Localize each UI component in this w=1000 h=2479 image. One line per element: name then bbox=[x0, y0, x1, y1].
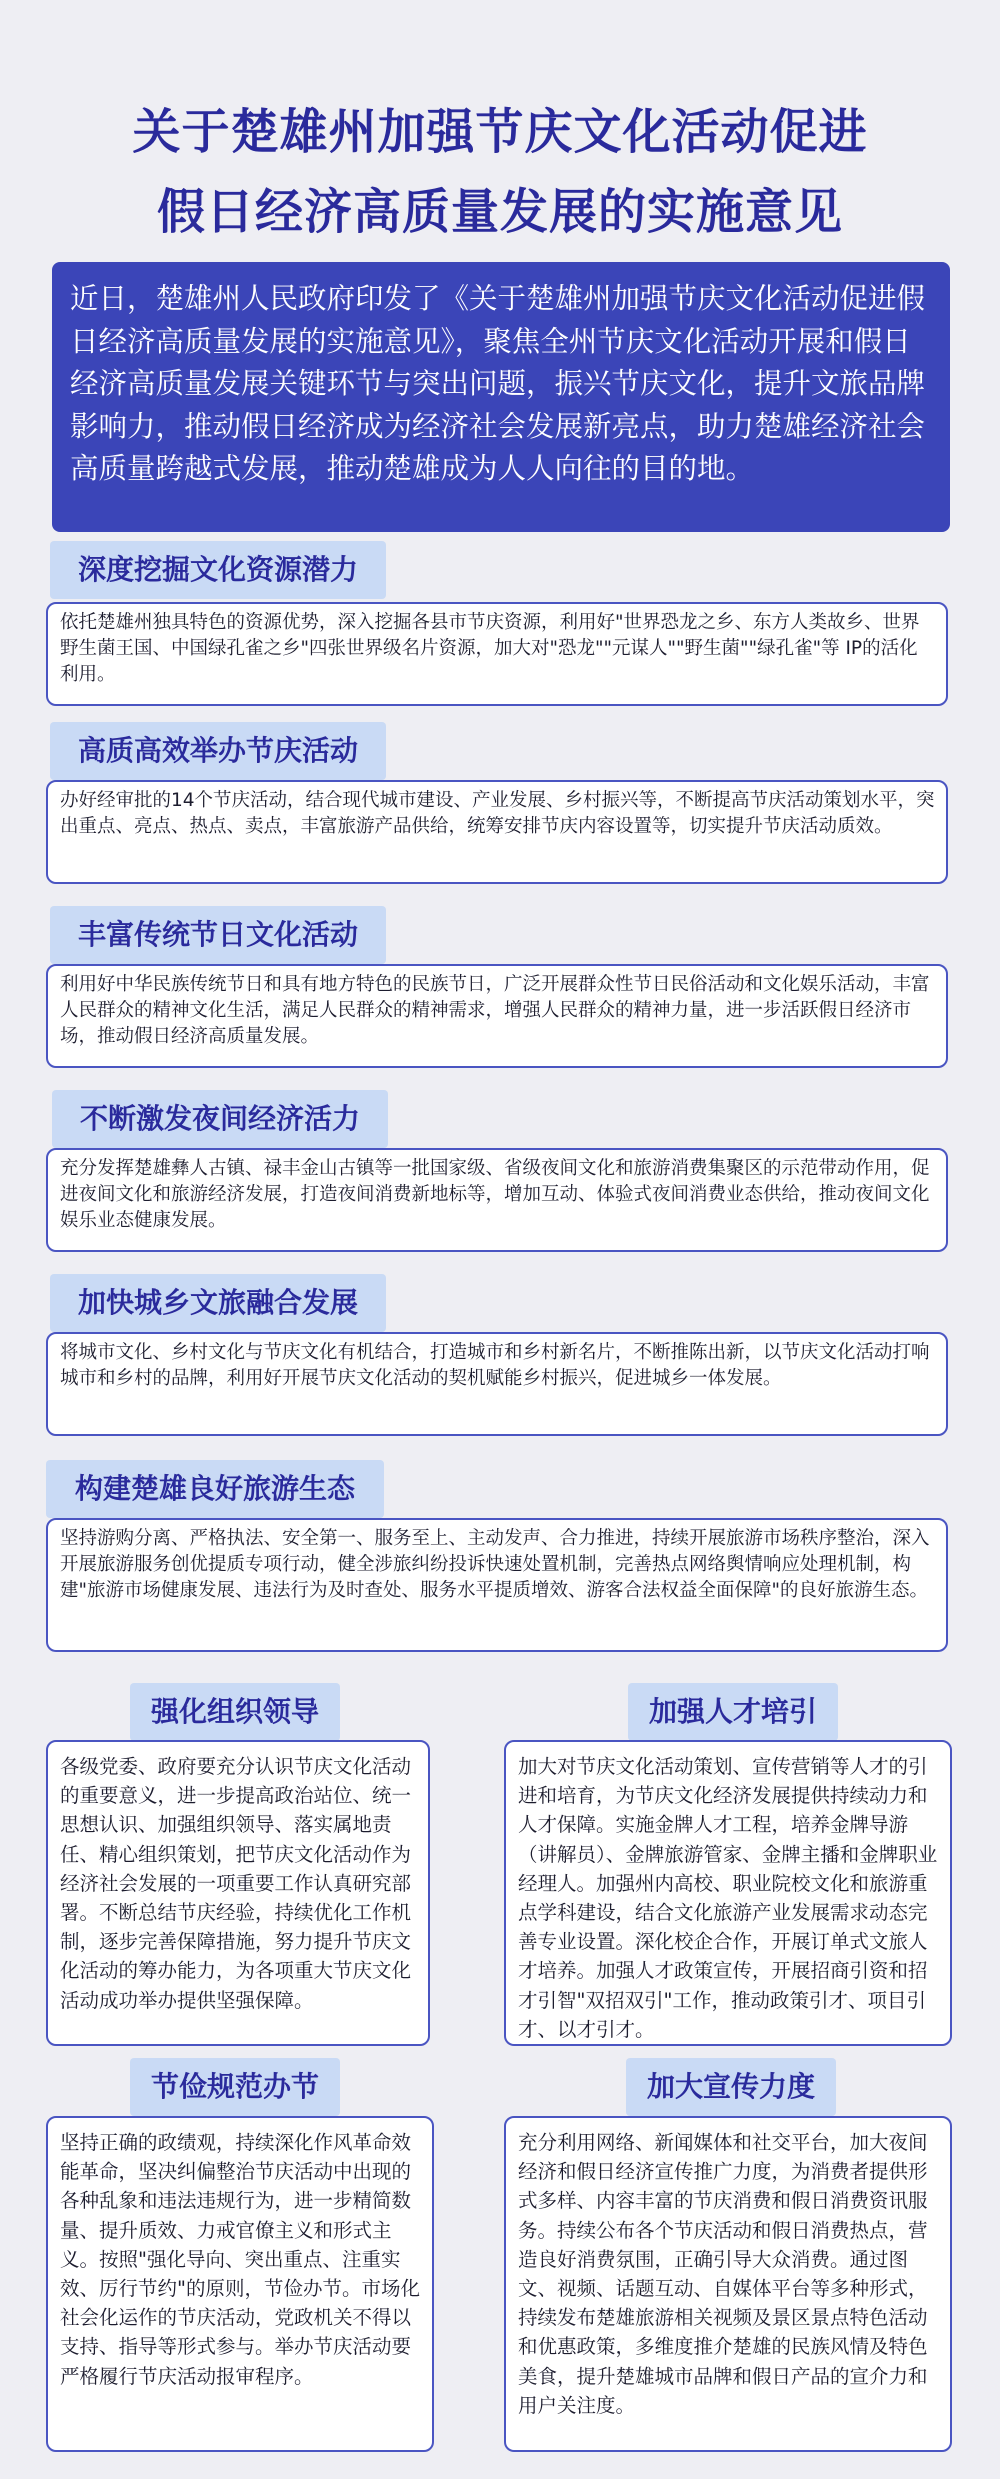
section-heading-festival-events: 高质高效举办节庆活动 bbox=[50, 722, 386, 780]
section-heading-talent: 加强人才培引 bbox=[628, 1683, 838, 1741]
section-body-urban-rural: 将城市文化、乡村文化与节庆文化有机结合，打造城市和乡村新名片，不断推陈出新，以节庆文化活动打响城市和乡村的品牌，利用好开展节庆文化活动的契机赋能乡村振兴，促进城乡一体发展。 bbox=[46, 1332, 948, 1436]
section-heading-frugal-festivals: 节俭规范办节 bbox=[130, 2058, 340, 2116]
section-heading-tourism-ecology: 构建楚雄良好旅游生态 bbox=[46, 1460, 384, 1518]
section-heading-publicity: 加大宣传力度 bbox=[626, 2058, 836, 2116]
section-heading-urban-rural: 加快城乡文旅融合发展 bbox=[50, 1274, 386, 1332]
section-heading-organization: 强化组织领导 bbox=[130, 1683, 340, 1741]
section-body-publicity: 充分利用网络、新闻媒体和社交平台，加大夜间经济和假日经济宣传推广力度，为消费者提供形式多样、内容丰富的节庆消费和假日消费资讯服务。持续公布各个节庆活动和假日消费热点，营造良好消费氛围，正确引导大众消费。通过图文、视频、话题互动、自媒体平台等多种形式，持续发布楚雄旅游相关视频及景区景点特色活动和优惠政策，多维度推介楚雄的民族风情及特色美食，提升楚雄城市品牌和假日产品的宣介力和用户关注度。 bbox=[504, 2116, 952, 2452]
section-heading-traditional-festivals: 丰富传统节日文化活动 bbox=[50, 906, 386, 964]
section-body-tourism-ecology: 坚持游购分离、严格执法、安全第一、服务至上、主动发声、合力推进，持续开展旅游市场秩序整治，深入开展旅游服务创优提质专项行动，健全涉旅纠纷投诉快速处置机制，完善热点网络舆情响应处理机制，构建"旅游市场健康发展、违法行为及时查处、服务水平提质增效、游客合法权益全面保障"的良好旅游生态。 bbox=[46, 1518, 948, 1652]
section-body-traditional-festivals: 利用好中华民族传统节日和具有地方特色的民族节日，广泛开展群众性节日民俗活动和文化娱乐活动，丰富人民群众的精神文化生活，满足人民群众的精神需求，增强人民群众的精神力量，进一步活跃假日经济市场，推动假日经济高质量发展。 bbox=[46, 964, 948, 1068]
section-body-frugal-festivals: 坚持正确的政绩观，持续深化作风革命效能革命，坚决纠偏整治节庆活动中出现的各种乱象和违法违规行为，进一步精简数量、提升质效、力戒官僚主义和形式主义。按照"强化导向、突出重点、注重实效、厉行节约"的原则，节俭办节。市场化社会化运作的节庆活动，党政机关不得以支持、指导等形式参与。举办节庆活动要严格履行节庆活动报审程序。 bbox=[46, 2116, 434, 2452]
section-body-festival-events: 办好经审批的14个节庆活动，结合现代城市建设、产业发展、乡村振兴等，不断提高节庆活动策划水平，突出重点、亮点、热点、卖点，丰富旅游产品供给，统筹安排节庆内容设置等，切实提升节庆活动质效。 bbox=[46, 780, 948, 884]
section-body-culture-resources: 依托楚雄州独具特色的资源优势，深入挖掘各县市节庆资源，利用好"世界恐龙之乡、东方人类故乡、世界野生菌王国、中国绿孔雀之乡"四张世界级名片资源，加大对"恐龙""元谋人""野生菌""绿孔雀"等 IP的活化利用。 bbox=[46, 602, 948, 706]
section-heading-culture-resources: 深度挖掘文化资源潜力 bbox=[50, 541, 386, 599]
intro-paragraph: 近日，楚雄州人民政府印发了《关于楚雄州加强节庆文化活动促进假日经济高质量发展的实施意见》，聚焦全州节庆文化活动开展和假日经济高质量发展关键环节与突出问题，振兴节庆文化，提升文旅品牌影响力，推动假日经济成为经济社会发展新亮点，助力楚雄经济社会高质量跨越式发展，推动楚雄成为人人向往的目的地。 bbox=[52, 262, 950, 532]
section-body-organization: 各级党委、政府要充分认识节庆文化活动的重要意义，进一步提高政治站位、统一思想认识、加强组织领导、落实属地责任、精心组织策划，把节庆文化活动作为经济社会发展的一项重要工作认真研究部署。不断总结节庆经验，持续优化工作机制，逐步完善保障措施，努力提升节庆文化活动的筹办能力，为各项重大节庆文化活动成功举办提供坚强保障。 bbox=[46, 1740, 430, 2046]
section-body-talent: 加大对节庆文化活动策划、宣传营销等人才的引进和培育，为节庆文化经济发展提供持续动力和人才保障。实施金牌人才工程，培养金牌导游（讲解员）、金牌旅游管家、金牌主播和金牌职业经理人。加强州内高校、职业院校文化和旅游重点学科建设，结合文化旅游产业发展需求动态完善专业设置。深化校企合作，开展订单式文旅人才培养。加强人才政策宣传，开展招商引资和招才引智"双招双引"工作，推动政策引才、项目引才、以才引才。 bbox=[504, 1740, 952, 2046]
section-heading-night-economy: 不断激发夜间经济活力 bbox=[52, 1090, 388, 1148]
page-title bbox=[0, 92, 1000, 252]
page-title-line-2: 假日经济高质量发展的实施意见 bbox=[156, 184, 843, 240]
page-title-line-1: 关于楚雄州加强节庆文化活动促进 bbox=[132, 104, 868, 160]
section-body-night-economy: 充分发挥楚雄彝人古镇、禄丰金山古镇等一批国家级、省级夜间文化和旅游消费集聚区的示范带动作用，促进夜间文化和旅游经济发展，打造夜间消费新地标等，增加互动、体验式夜间消费业态供给，推动夜间文化娱乐业态健康发展。 bbox=[46, 1148, 948, 1252]
